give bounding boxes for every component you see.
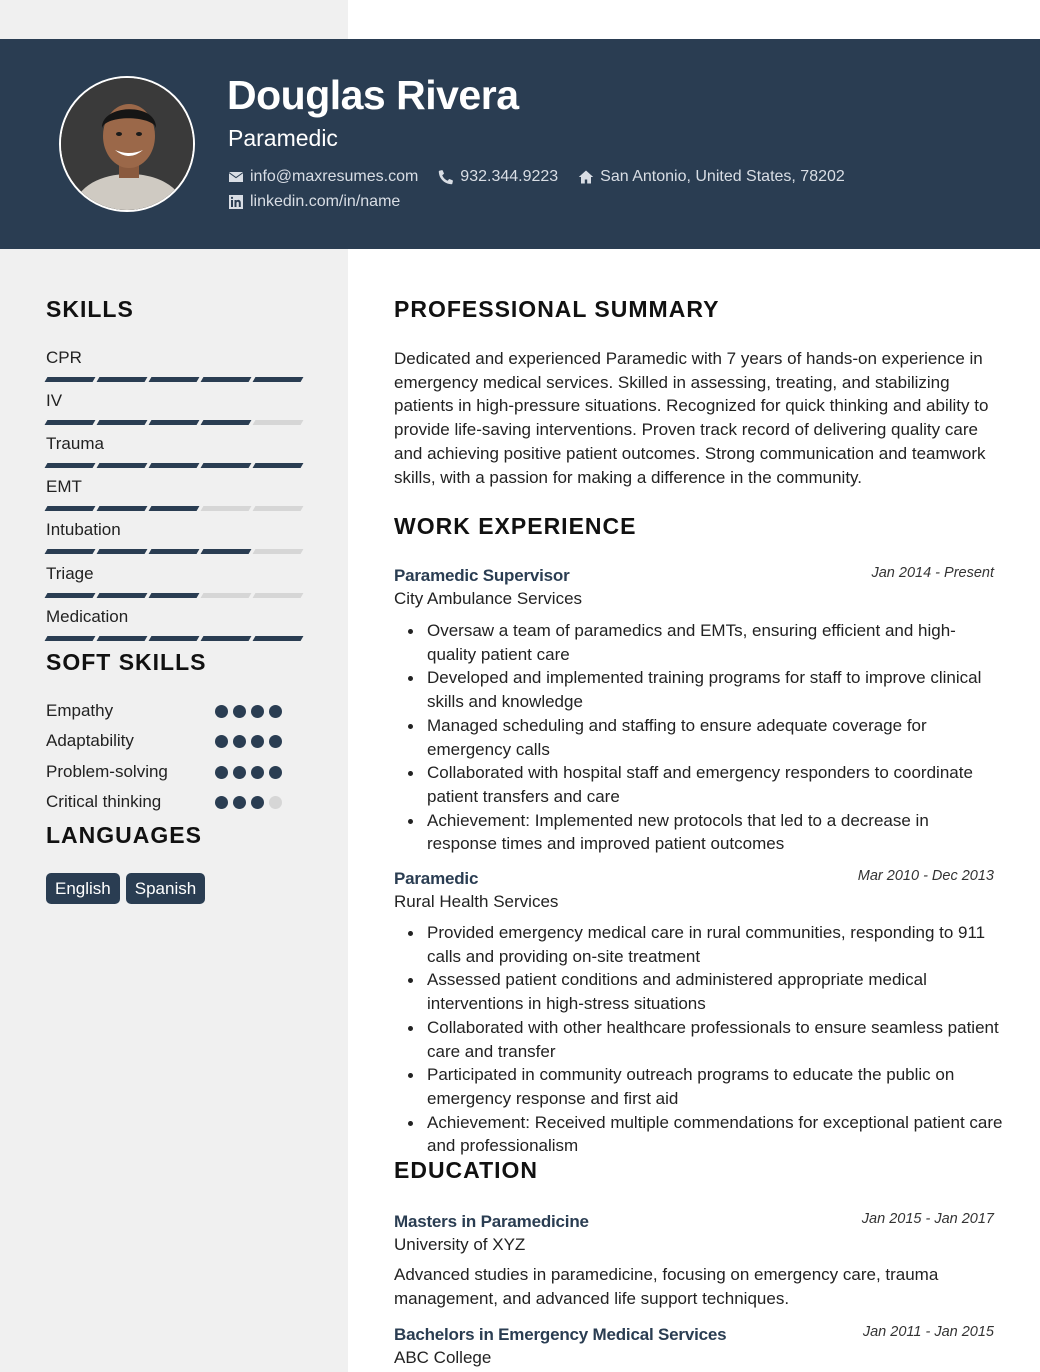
experience-heading: WORK EXPERIENCE (394, 513, 637, 539)
skill-level-bar (46, 549, 302, 554)
soft-skill-rating (215, 705, 282, 718)
candidate-name: Douglas Rivera (227, 72, 519, 118)
rating-dot (269, 766, 282, 779)
soft-skill-name: Adaptability (46, 731, 134, 750)
skill-level-segment (149, 377, 200, 382)
linkedin-icon (228, 194, 244, 210)
summary-text: Dedicated and experienced Paramedic with 7 years of hands-on experience in emergency medical services. Skilled in assessing, treating, and stabilizing patients in high-pressure situations. Recognized for quick thinking and ability to provide life-saving interventions. Proven track record of delivering quality care and achieving positive patient outcomes. Strong communication and teamwork skills, with a passion for making a difference in the community. (394, 349, 989, 487)
skill-level-segment (201, 549, 252, 554)
location-text: San Antonio, United States, 78202 (600, 168, 845, 185)
skill-level-segment (253, 636, 304, 641)
rating-dot (215, 735, 228, 748)
skill-level-segment (253, 549, 304, 554)
skill-level-segment (201, 506, 252, 511)
rating-dot (233, 735, 246, 748)
rating-dot (251, 796, 264, 809)
job-company: Rural Health Services (394, 892, 559, 911)
skill-level-segment (97, 506, 148, 511)
contact-row (228, 193, 400, 211)
rating-dot (233, 796, 246, 809)
linkedin-text: linkedin.com/in/name (250, 193, 401, 210)
skill-level-segment (201, 636, 252, 641)
skills-heading: SKILLS (46, 296, 134, 322)
list-item: Provided emergency medical care in rural communities, responding to 911 calls and providing on-site treatment (407, 921, 1003, 968)
list-item: Collaborated with hospital staff and emergency responders to coordinate patient transfers and care (407, 761, 1003, 808)
school-name: ABC College (394, 1348, 492, 1367)
profile-photo (61, 78, 195, 212)
rating-dot (251, 766, 264, 779)
skill-level-segment (45, 636, 96, 641)
list-item: Oversaw a team of paramedics and EMTs, ensuring efficient and high-quality patient care (407, 619, 1003, 666)
degree-title: Bachelors in Emergency Medical Services (394, 1325, 727, 1344)
skill-level-segment (253, 506, 304, 511)
skill-level-segment (149, 506, 200, 511)
soft-skill-name: Empathy (46, 701, 114, 720)
skill-level-bar (46, 506, 302, 511)
skill-name: Medication (46, 607, 129, 626)
soft-skill-rating (215, 766, 282, 779)
skill-level-segment (253, 377, 304, 382)
skill-level-segment (201, 420, 252, 425)
language-tag: English (46, 873, 120, 904)
skill-level-segment (253, 593, 304, 598)
resume-header (0, 39, 1040, 249)
contact-phone[interactable] (438, 168, 558, 186)
list-item: Assessed patient conditions and administered appropriate medical interventions in high-stress situations (407, 968, 1003, 1015)
skill-level-segment (201, 377, 252, 382)
degree-description: Advanced studies in paramedicine, focusing on emergency care, trauma management, and advanced life support techniques. (394, 1265, 939, 1308)
job-bullets (407, 921, 1003, 1158)
rating-dot (251, 705, 264, 718)
skill-level-segment (97, 463, 148, 468)
rating-dot (251, 735, 264, 748)
education-heading: EDUCATION (394, 1157, 539, 1183)
rating-dot (215, 705, 228, 718)
skill-name: Triage (46, 564, 94, 583)
phone-icon (438, 169, 454, 185)
soft-skill-item (46, 762, 286, 782)
soft-skill-name: Problem-solving (46, 762, 168, 781)
languages-list (46, 873, 205, 904)
school-name: University of XYZ (394, 1235, 526, 1254)
skill-level-segment (45, 506, 96, 511)
job-bullets (407, 619, 1003, 856)
skill-level-segment (97, 549, 148, 554)
skill-item (46, 477, 302, 511)
contact-email[interactable] (228, 168, 418, 186)
rating-dot (215, 766, 228, 779)
skill-level-segment (45, 463, 96, 468)
skill-item (46, 391, 302, 425)
phone-text: 932.344.9223 (460, 168, 559, 185)
skill-name: EMT (46, 477, 82, 496)
list-item: Collaborated with other healthcare professionals to ensure seamless patient care and transfer (407, 1016, 1003, 1063)
skill-level-bar (46, 377, 302, 382)
job-role: Paramedic (394, 869, 479, 888)
soft-skill-name: Critical thinking (46, 792, 162, 811)
skill-level-segment (45, 593, 96, 598)
list-item: Achievement: Received multiple commendations for exceptional patient care and professionalism (407, 1111, 1003, 1158)
soft-skill-item (46, 792, 286, 812)
skill-level-bar (46, 636, 302, 641)
email-text: info@maxresumes.com (250, 168, 419, 185)
skill-level-segment (45, 549, 96, 554)
skill-level-segment (97, 420, 148, 425)
contact-location (578, 168, 845, 186)
skill-level-segment (149, 463, 200, 468)
skill-level-bar (46, 420, 302, 425)
job-dates: Jan 2014 - Present (871, 565, 994, 581)
skill-name: Intubation (46, 520, 121, 539)
job-company: City Ambulance Services (394, 589, 583, 608)
language-tag: Spanish (126, 873, 205, 904)
skill-item (46, 434, 302, 468)
contact-row (228, 168, 845, 186)
list-item: Participated in community outreach programs to educate the public on emergency response and first aid (407, 1063, 1003, 1110)
candidate-title: Paramedic (228, 125, 338, 151)
skill-level-segment (97, 377, 148, 382)
envelope-icon (228, 169, 244, 185)
skill-name: CPR (46, 348, 82, 367)
skill-level-bar (46, 593, 302, 598)
skill-level-segment (149, 636, 200, 641)
skill-item (46, 564, 302, 598)
skill-name: IV (46, 391, 63, 410)
skill-level-segment (45, 420, 96, 425)
soft-skills-heading: SOFT SKILLS (46, 649, 207, 675)
skill-level-segment (149, 420, 200, 425)
skill-level-segment (149, 593, 200, 598)
list-item: Achievement: Implemented new protocols that led to a decrease in response times and improved patient outcomes (407, 809, 1003, 856)
degree-dates: Jan 2015 - Jan 2017 (861, 1211, 994, 1227)
skill-level-segment (201, 463, 252, 468)
skill-level-segment (97, 593, 148, 598)
degree-title: Masters in Paramedicine (394, 1212, 589, 1231)
rating-dot (233, 705, 246, 718)
soft-skill-item (46, 701, 286, 721)
skill-level-segment (253, 420, 304, 425)
skill-item (46, 348, 302, 382)
skill-level-segment (97, 636, 148, 641)
soft-skill-rating (215, 796, 282, 809)
rating-dot (215, 796, 228, 809)
skill-level-segment (253, 463, 304, 468)
rating-dot (269, 796, 282, 809)
rating-dot (233, 766, 246, 779)
skill-item (46, 607, 302, 641)
home-icon (578, 169, 594, 185)
skill-level-segment (45, 377, 96, 382)
skill-level-segment (149, 549, 200, 554)
skill-level-segment (201, 593, 252, 598)
soft-skill-rating (215, 735, 282, 748)
job-dates: Mar 2010 - Dec 2013 (857, 868, 994, 884)
degree-dates: Jan 2011 - Jan 2015 (862, 1324, 994, 1340)
languages-heading: LANGUAGES (46, 822, 202, 848)
job-role: Paramedic Supervisor (394, 566, 570, 585)
contact-linkedin[interactable] (228, 193, 400, 211)
list-item: Developed and implemented training programs for staff to improve clinical skills and knowledge (407, 666, 1003, 713)
skill-item (46, 520, 302, 554)
summary-heading: PROFESSIONAL SUMMARY (394, 296, 720, 322)
rating-dot (269, 705, 282, 718)
skill-level-bar (46, 463, 302, 468)
list-item: Managed scheduling and staffing to ensure adequate coverage for emergency calls (407, 714, 1003, 761)
soft-skill-item (46, 731, 286, 751)
skill-name: Trauma (46, 434, 104, 453)
rating-dot (269, 735, 282, 748)
avatar (59, 76, 195, 212)
